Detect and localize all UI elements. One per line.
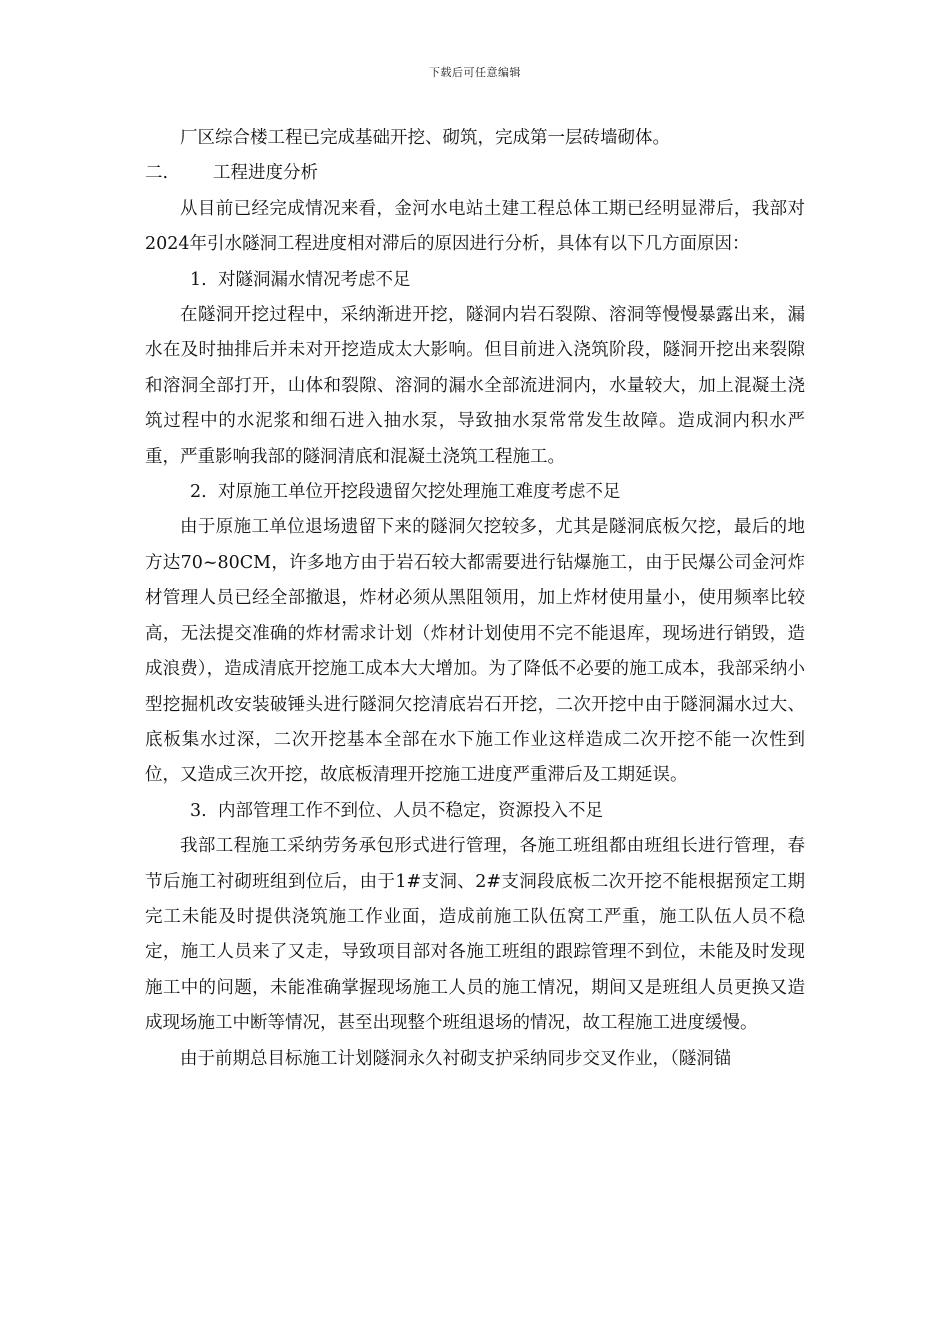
paragraph-intro: 厂区综合楼工程已完成基础开挖、砌筑，完成第一层砖墙砌体。 xyxy=(180,128,670,148)
paragraph-item2: 由于原施工单位退场遗留下来的隧洞欠挖较多，尤其是隧洞底板欠挖，最后的地方达70~80CM，许多地方由于岩石较大都需要进行钻爆施工，由于民爆公司金河炸材管理人员已经全部撤退，炸材必须从黑阻领用，加上炸材使用量小，使用频率比较高，无法提交准确的炸材需求计划（炸材计划使用不完不能退库，现场进行销毁，造成浪费），造成清底开挖施工成本大大增加。为了降低不必要的施工成本，我部采纳小型挖掘机改安装破锤头进行隧洞欠挖清底岩石开挖，二次开挖中由于隧洞漏水过大、底板集水过深，二次开挖基本全部在水下施工作业这样造成二次开挖不能一次性到位，又造成三次开挖，故底板清理开挖施工进度严重滞后及工期延误。 xyxy=(145,517,805,786)
subheading-title: 内部管理工作不到位、人员不稳定，资源投入不足 xyxy=(218,800,603,821)
subheading-2 xyxy=(145,475,805,510)
paragraph-overview: 从目前已经完成情况来看，金河水电站土建工程总体工期已经明显滞后，我部对2024年引水隧洞工程进度相对滞后的原因进行分析，具体有以下几方面原因： xyxy=(145,198,805,255)
subheading-title: 对隧洞漏水情况考虑不足 xyxy=(218,269,411,290)
subheading-3 xyxy=(145,794,805,829)
section-title: 工程进度分析 xyxy=(213,163,318,184)
subheading-1 xyxy=(145,263,805,298)
paragraph-last: 由于前期总目标施工计划隧洞永久衬砌支护采纳同步交叉作业，（隧洞锚 xyxy=(180,1048,732,1069)
section-number: 二. xyxy=(145,163,169,184)
page-header: 下载后可任意编辑 xyxy=(429,66,521,79)
subheading-number: 2. xyxy=(190,482,207,503)
section-heading-2 xyxy=(145,156,805,191)
document-body xyxy=(145,121,805,1077)
paragraph-item1: 在隧洞开挖过程中，采纳渐进开挖，隧洞内岩石裂隙、溶洞等慢慢暴露出来，漏水在及时抽排后并未对开挖造成太大影响。但目前进入浇筑阶段，隧洞开挖出来裂隙和溶洞全部打开，山体和裂隙、溶洞的漏水全部流进洞内，水量较大，加上混凝土浇筑过程中的水泥浆和细石进入抽水泵，导致抽水泵常常发生故障。造成洞内积水严重，严重影响我部的隧洞清底和混凝土浇筑工程施工。 xyxy=(145,305,805,467)
paragraph-item3: 我部工程施工采纳劳务承包形式进行管理，各施工班组都由班组长进行管理，春节后施工衬砌班组到位后，由于1#支洞、2#支洞段底板二次开挖不能根据预定工期完工未能及时提供浇筑施工作业面，造成前施工队伍窝工严重，施工队伍人员不稳定，施工人员来了又走，导致项目部对各施工班组的跟踪管理不到位，未能及时发现施工中的问题，未能准确掌握现场施工人员的施工情况，期间又是班组人员更换又造成现场施工中断等情况，甚至出现整个班组退场的情况，故工程施工进度缓慢。 xyxy=(145,836,805,1034)
subheading-title: 对原施工单位开挖段遗留欠挖处理施工难度考虑不足 xyxy=(218,482,621,503)
subheading-number: 3. xyxy=(190,800,207,821)
subheading-number: 1. xyxy=(190,269,207,290)
